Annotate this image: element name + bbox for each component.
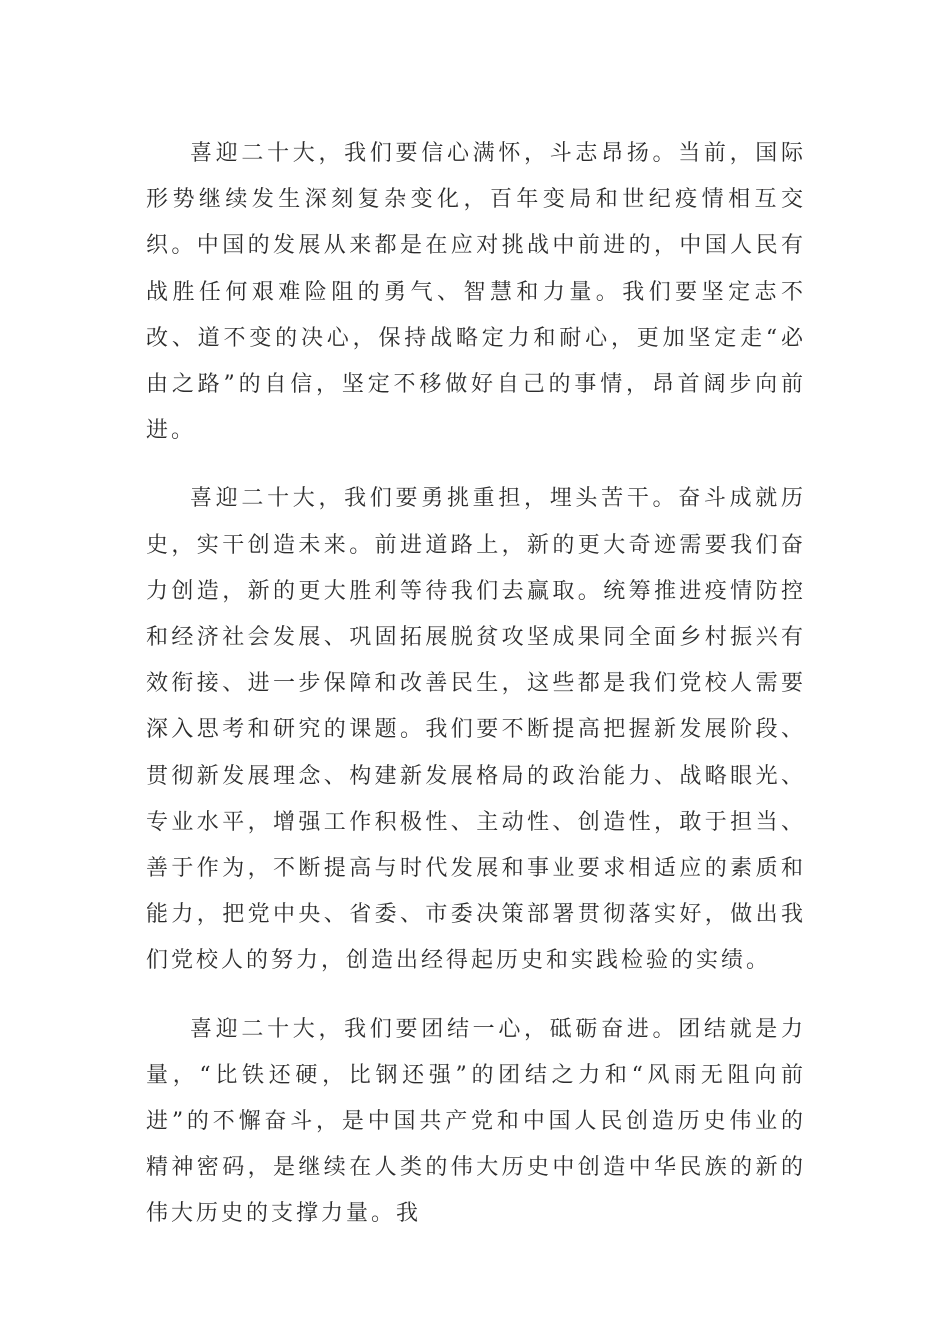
paragraph-2: 喜迎二十大，我们要勇挑重担，埋头苦干。奋斗成就历史，实干创造未来。前进道路上，新的更大奇迹需要我们奋力创造，新的更大胜利等待我们去赢取。统筹推进疫情防控和经济社会发展、巩固拓展脱贫攻坚成果同全面乡村振兴有效衔接、进一步保障和改善民生，这些都是我们党校人需要深入思考和研究的课题。我们要不断提高把握新发展阶段、贯彻新发展理念、构建新发展格局的政治能力、战略眼光、专业水平，增强工作积极性、主动性、创造性，敢于担当、善于作为，不断提高与时代发展和事业要求相适应的素质和能力，把党中央、省委、市委决策部署贯彻落实好，做出我们党校人的努力，创造出经得起历史和实践检验的实绩。	[146, 486, 806, 974]
paragraph-1: 喜迎二十大，我们要信心满怀，斗志昂扬。当前，国际形势继续发生深刻复杂变化，百年变局和世纪疫情相互交织。中国的发展从来都是在应对挑战中前进的，中国人民有战胜任何艰难险阻的勇气、智慧和力量。我们要坚定志不改、道不变的决心，保持战略定力和耐心，更加坚定走“必由之路”的自信，坚定不移做好自己的事情，昂首阔步向前进。	[146, 141, 806, 444]
document-page	[146, 131, 806, 1260]
paragraph-3: 喜迎二十大，我们要团结一心，砥砺奋进。团结就是力量，“比铁还硬，比钢还强”的团结之力和“风雨无阻向前进”的不懈奋斗，是中国共产党和中国人民创造历史伟业的精神密码，是继续在人类的伟大历史中创造中华民族的新的伟大历史的支撑力量。我	[146, 1016, 806, 1227]
